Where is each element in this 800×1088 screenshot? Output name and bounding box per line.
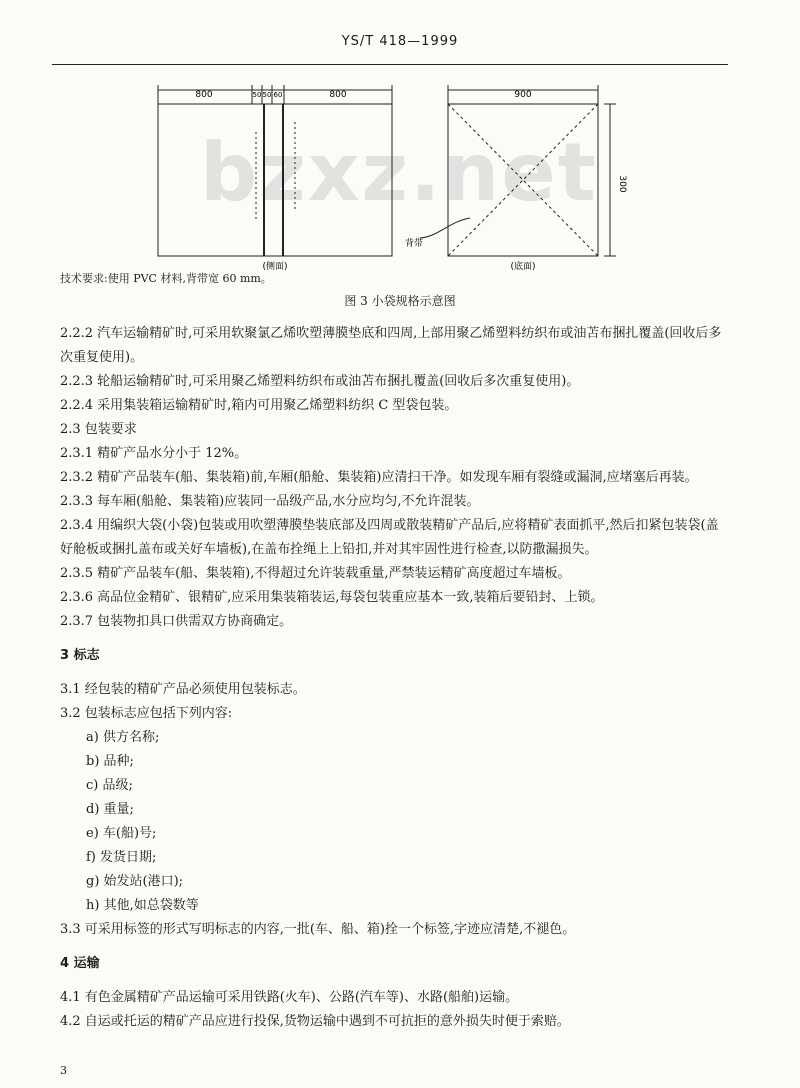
clause-2-3-7: 2.3.7 包装物扣具口供需双方协商确定。 bbox=[60, 614, 293, 629]
dim-left-4: 60 bbox=[273, 91, 283, 99]
clause-4-1: 4.1 有色金属精矿产品运输可采用铁路(火车)、公路(汽车等)、水路(船舶)运输。 bbox=[60, 990, 519, 1005]
dim-left-2: 50 bbox=[252, 91, 262, 99]
clause-2-2-3: 2.2.3 轮船运输精矿时,可采用聚乙烯塑料纺织布或油苫布捆扎覆盖(回收后多次重复使用)。 bbox=[60, 374, 580, 389]
clause-2-3-6: 2.3.6 高品位金精矿、银精矿,应采用集装箱装运,每袋包装重应基本一致,装箱后要铅封、上锁。 bbox=[60, 590, 604, 605]
list-item: d) 重量; bbox=[86, 802, 134, 817]
page-number: 3 bbox=[60, 1064, 67, 1077]
list-item: c) 品级; bbox=[86, 778, 133, 793]
bottom-view-label: (底面) bbox=[510, 262, 536, 272]
side-panel bbox=[158, 104, 392, 256]
clause-2-3-3: 2.3.3 每车厢(船舱、集装箱)应装同一品级产品,水分应均匀,不允许混装。 bbox=[60, 494, 480, 509]
list-item: g) 始发站(港口); bbox=[86, 874, 184, 889]
list-item: a) 供方名称; bbox=[86, 730, 160, 745]
clause-3-1: 3.1 经包装的精矿产品必须使用包装标志。 bbox=[60, 682, 306, 697]
bag-diagram bbox=[0, 72, 800, 272]
technical-requirement-note: 技术要求:使用 PVC 材料,背带宽 60 mm。 bbox=[60, 272, 272, 285]
clause-2-3-2: 2.3.2 精矿产品装车(船、集装箱)前,车厢(船舱、集装箱)应清扫干净。如发现车厢有裂缝或漏洞,应堵塞后再装。 bbox=[60, 470, 698, 485]
section-4-heading: 4 运输 bbox=[60, 956, 100, 971]
clause-4-2: 4.2 自运或托运的精矿产品应进行投保,货物运输中遇到不可抗拒的意外损失时便于索赔。 bbox=[60, 1014, 570, 1029]
clause-3-2: 3.2 包装标志应包括下列内容: bbox=[60, 706, 233, 721]
list-item: h) 其他,如总袋数等 bbox=[86, 898, 199, 913]
clause-2-3-4: 2.3.4 用编织大袋(小袋)包装或用吹塑薄膜垫装底部及四周或散装精矿产品后,应将精矿表面抓平,然后扣紧包装袋(盖好舱板或捆扎盖布或关好车墙板),在盖布拴绳上上铅扣,并对其牢固性进行检查,以防撒漏损失。 bbox=[60, 518, 719, 557]
dim-right-height: 300 bbox=[617, 175, 627, 193]
strap-leader-line bbox=[420, 218, 470, 238]
clause-3-3: 3.3 可采用标签的形式写明标志的内容,一批(车、船、箱)拴一个标签,字迹应清楚,不褪色。 bbox=[60, 922, 576, 937]
clause-2-3-5: 2.3.5 精矿产品装车(船、集装箱),不得超过允许装载重量,严禁装运精矿高度超过车墙板。 bbox=[60, 566, 571, 581]
section-3-heading: 3 标志 bbox=[60, 648, 100, 663]
dim-left-3: 50 bbox=[262, 91, 272, 99]
clause-2-2-2: 2.2.2 汽车运输精矿时,可采用软聚氯乙烯吹塑薄膜垫底和四周,上部用聚乙烯塑料纺织布或油苫布捆扎覆盖(回收后多次重复使用)。 bbox=[60, 326, 722, 365]
watermark: bzxz.net bbox=[200, 126, 598, 219]
dim-left-5: 800 bbox=[329, 90, 347, 100]
list-item: e) 车(船)号; bbox=[86, 826, 157, 841]
standard-code-header: YS/T 418—1999 bbox=[341, 34, 459, 49]
clause-2-3-1: 2.3.1 精矿产品水分小于 12%。 bbox=[60, 446, 248, 461]
clause-2-3: 2.3 包装要求 bbox=[60, 422, 137, 437]
body-text bbox=[60, 322, 728, 1034]
clause-2-2-4: 2.2.4 采用集装箱运输精矿时,箱内可用聚乙烯塑料纺织 C 型袋包装。 bbox=[60, 398, 458, 413]
dim-left-1: 800 bbox=[195, 90, 213, 100]
side-view-label: (侧面) bbox=[262, 262, 288, 272]
header-rule bbox=[52, 64, 728, 65]
side-view bbox=[158, 85, 392, 256]
dim-right-width: 900 bbox=[514, 90, 532, 100]
list-item: f) 发货日期; bbox=[86, 850, 157, 865]
bottom-view bbox=[420, 85, 616, 256]
list-item: b) 品种; bbox=[86, 754, 134, 769]
strap-label: 背带 bbox=[404, 239, 424, 249]
figure-caption: 图 3 小袋规格示意图 bbox=[344, 294, 456, 308]
